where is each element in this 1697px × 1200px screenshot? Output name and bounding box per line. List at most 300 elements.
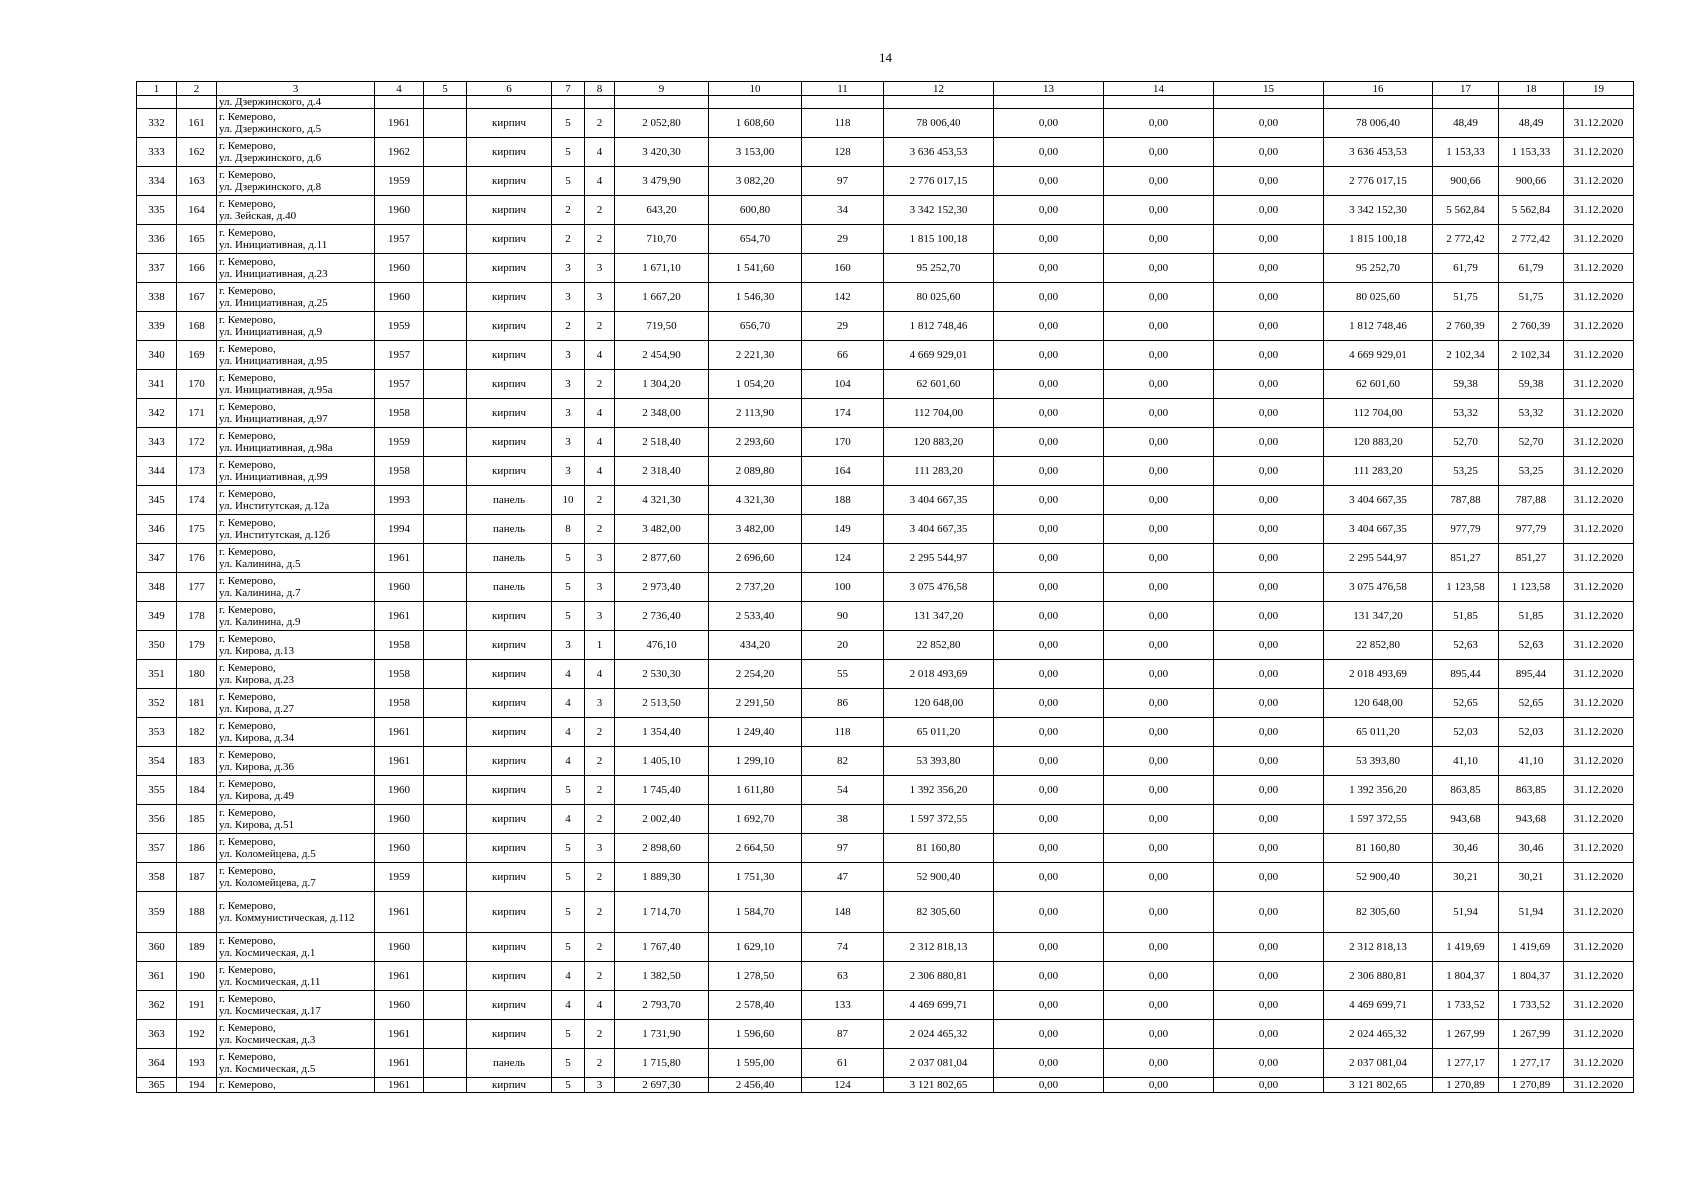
address-cell — [217, 457, 375, 486]
cost-col-14-cell: 0,00 — [1104, 283, 1214, 312]
entrances-cell: 2 — [585, 1020, 615, 1049]
row-number: 351 — [137, 660, 177, 689]
row-number: 353 — [137, 718, 177, 747]
living-area-cell: 2 291,50 — [709, 689, 802, 718]
deadline-date-cell: 31.12.2020 — [1564, 573, 1634, 602]
table-row — [137, 428, 1634, 457]
wall-material-cell: кирпич — [467, 341, 552, 370]
empty-cell — [375, 96, 424, 109]
col-header: 16 — [1324, 82, 1433, 96]
address-city: г. Кемерово, — [219, 993, 276, 1005]
floors-cell: 5 — [552, 892, 585, 933]
total-cost-cell: 3 342 152,30 — [884, 196, 994, 225]
year-cell: 1957 — [375, 225, 424, 254]
address-city: г. Кемерово, — [219, 1051, 276, 1063]
total-cost-cell: 3 121 802,65 — [884, 1078, 994, 1093]
item-number: 178 — [177, 602, 217, 631]
empty-cell — [884, 96, 994, 109]
table-row — [137, 834, 1634, 863]
total-cost-cell: 22 852,80 — [884, 631, 994, 660]
item-number: 189 — [177, 933, 217, 962]
residents-cell: 29 — [802, 225, 884, 254]
table-row — [137, 747, 1634, 776]
table-row — [137, 283, 1634, 312]
residents-cell: 124 — [802, 544, 884, 573]
column-5-cell — [424, 962, 467, 991]
unit-cost-18-cell: 1 153,33 — [1499, 138, 1564, 167]
cost-col-15-cell: 0,00 — [1214, 312, 1324, 341]
cost-col-16-cell: 22 852,80 — [1324, 631, 1433, 660]
cost-col-14-cell: 0,00 — [1104, 370, 1214, 399]
total-cost-cell: 120 883,20 — [884, 428, 994, 457]
col-header: 3 — [217, 82, 375, 96]
entrances-cell: 3 — [585, 834, 615, 863]
entrances-cell: 2 — [585, 225, 615, 254]
unit-cost-18-cell: 51,85 — [1499, 602, 1564, 631]
year-cell: 1961 — [375, 747, 424, 776]
table-row — [137, 341, 1634, 370]
row-number: 363 — [137, 1020, 177, 1049]
unit-cost-17-cell: 59,38 — [1433, 370, 1499, 399]
total-cost-cell: 95 252,70 — [884, 254, 994, 283]
cost-col-16-cell: 3 404 667,35 — [1324, 486, 1433, 515]
address-city: г. Кемерово, — [219, 256, 276, 268]
unit-cost-17-cell: 48,49 — [1433, 109, 1499, 138]
floors-cell: 5 — [552, 109, 585, 138]
living-area-cell: 654,70 — [709, 225, 802, 254]
unit-cost-18-cell: 53,32 — [1499, 399, 1564, 428]
residents-cell: 160 — [802, 254, 884, 283]
deadline-date-cell: 31.12.2020 — [1564, 283, 1634, 312]
unit-cost-17-cell: 51,75 — [1433, 283, 1499, 312]
total-area-cell: 1 667,20 — [615, 283, 709, 312]
living-area-cell: 1 692,70 — [709, 805, 802, 834]
unit-cost-18-cell: 2 760,39 — [1499, 312, 1564, 341]
year-cell: 1960 — [375, 776, 424, 805]
living-area-cell: 2 578,40 — [709, 991, 802, 1020]
residents-cell: 133 — [802, 991, 884, 1020]
address-street: ул. Институтская, д.12б — [219, 529, 330, 541]
address-cell — [217, 962, 375, 991]
floors-cell: 3 — [552, 399, 585, 428]
row-number: 341 — [137, 370, 177, 399]
column-5-cell — [424, 660, 467, 689]
residents-cell: 149 — [802, 515, 884, 544]
col-header: 15 — [1214, 82, 1324, 96]
table-row — [137, 776, 1634, 805]
total-cost-cell: 1 392 356,20 — [884, 776, 994, 805]
wall-material-cell: кирпич — [467, 457, 552, 486]
entrances-cell: 2 — [585, 196, 615, 225]
item-number: 166 — [177, 254, 217, 283]
page-number: 14 — [879, 50, 892, 65]
total-cost-cell: 53 393,80 — [884, 747, 994, 776]
living-area-cell: 2 089,80 — [709, 457, 802, 486]
address-street: ул. Кирова, д.49 — [219, 790, 295, 802]
deadline-date-cell: 31.12.2020 — [1564, 1049, 1634, 1078]
cost-col-13-cell: 0,00 — [994, 573, 1104, 602]
total-area-cell: 476,10 — [615, 631, 709, 660]
wall-material-cell: кирпич — [467, 933, 552, 962]
cost-col-16-cell: 2 295 544,97 — [1324, 544, 1433, 573]
cost-col-14-cell: 0,00 — [1104, 515, 1214, 544]
column-5-cell — [424, 602, 467, 631]
cost-col-16-cell: 2 018 493,69 — [1324, 660, 1433, 689]
address-cell — [217, 515, 375, 544]
entrances-cell: 2 — [585, 933, 615, 962]
row-number: 345 — [137, 486, 177, 515]
floors-cell: 5 — [552, 602, 585, 631]
cost-col-16-cell: 1 815 100,18 — [1324, 225, 1433, 254]
year-cell: 1961 — [375, 1078, 424, 1093]
item-number: 174 — [177, 486, 217, 515]
deadline-date-cell: 31.12.2020 — [1564, 602, 1634, 631]
total-cost-cell: 81 160,80 — [884, 834, 994, 863]
total-area-cell: 2 518,40 — [615, 428, 709, 457]
entrances-cell: 4 — [585, 660, 615, 689]
living-area-cell: 1 249,40 — [709, 718, 802, 747]
address-cell — [217, 689, 375, 718]
address-cell — [217, 631, 375, 660]
total-area-cell: 2 513,50 — [615, 689, 709, 718]
wall-material-cell: кирпич — [467, 991, 552, 1020]
wall-material-cell: кирпич — [467, 689, 552, 718]
unit-cost-17-cell: 977,79 — [1433, 515, 1499, 544]
cost-col-16-cell: 3 342 152,30 — [1324, 196, 1433, 225]
cost-col-16-cell: 62 601,60 — [1324, 370, 1433, 399]
total-cost-cell: 1 815 100,18 — [884, 225, 994, 254]
deadline-date-cell: 31.12.2020 — [1564, 1020, 1634, 1049]
residents-cell: 104 — [802, 370, 884, 399]
item-number: 183 — [177, 747, 217, 776]
year-cell: 1961 — [375, 1049, 424, 1078]
cost-col-16-cell: 1 812 748,46 — [1324, 312, 1433, 341]
year-cell: 1960 — [375, 573, 424, 602]
address-cell — [217, 283, 375, 312]
residents-cell: 20 — [802, 631, 884, 660]
col-header: 7 — [552, 82, 585, 96]
row-number: 358 — [137, 863, 177, 892]
column-5-cell — [424, 283, 467, 312]
deadline-date-cell: 31.12.2020 — [1564, 167, 1634, 196]
entrances-cell: 2 — [585, 962, 615, 991]
item-number: 165 — [177, 225, 217, 254]
column-5-cell — [424, 805, 467, 834]
column-5-cell — [424, 747, 467, 776]
cost-col-13-cell: 0,00 — [994, 660, 1104, 689]
total-cost-cell: 62 601,60 — [884, 370, 994, 399]
living-area-cell: 2 293,60 — [709, 428, 802, 457]
column-5-cell — [424, 341, 467, 370]
column-5-cell — [424, 544, 467, 573]
col-header: 10 — [709, 82, 802, 96]
empty-cell — [615, 96, 709, 109]
address-city: г. Кемерово, — [219, 575, 276, 587]
floors-cell: 2 — [552, 196, 585, 225]
unit-cost-17-cell: 895,44 — [1433, 660, 1499, 689]
col-header: 19 — [1564, 82, 1634, 96]
address-street: ул. Инициативная, д.95а — [219, 384, 333, 396]
address-city: г. Кемерово, — [219, 935, 276, 947]
cost-col-16-cell: 52 900,40 — [1324, 863, 1433, 892]
item-number: 182 — [177, 718, 217, 747]
year-cell: 1958 — [375, 457, 424, 486]
address-city: г. Кемерово, — [219, 372, 276, 384]
address-city: г. Кемерово, — [219, 865, 276, 877]
floors-cell: 4 — [552, 689, 585, 718]
total-area-cell: 3 420,30 — [615, 138, 709, 167]
cost-col-15-cell: 0,00 — [1214, 631, 1324, 660]
row-number: 335 — [137, 196, 177, 225]
cost-col-14-cell: 0,00 — [1104, 892, 1214, 933]
address-city: г. Кемерово, — [219, 1079, 276, 1091]
entrances-cell: 3 — [585, 1078, 615, 1093]
empty-cell — [467, 96, 552, 109]
row-number: 365 — [137, 1078, 177, 1093]
total-cost-cell: 3 404 667,35 — [884, 515, 994, 544]
wall-material-cell: кирпич — [467, 428, 552, 457]
cost-col-15-cell: 0,00 — [1214, 1020, 1324, 1049]
unit-cost-18-cell: 787,88 — [1499, 486, 1564, 515]
column-5-cell — [424, 776, 467, 805]
column-5-cell — [424, 689, 467, 718]
wall-material-cell: панель — [467, 515, 552, 544]
year-cell: 1958 — [375, 689, 424, 718]
row-number: 349 — [137, 602, 177, 631]
total-area-cell: 2 002,40 — [615, 805, 709, 834]
address-street: ул. Калинина, д.5 — [219, 558, 301, 570]
address-street: ул. Космическая, д.11 — [219, 976, 321, 988]
year-cell: 1961 — [375, 109, 424, 138]
residents-cell: 128 — [802, 138, 884, 167]
cost-col-13-cell: 0,00 — [994, 399, 1104, 428]
deadline-date-cell: 31.12.2020 — [1564, 962, 1634, 991]
floors-cell: 3 — [552, 341, 585, 370]
cost-col-16-cell: 2 312 818,13 — [1324, 933, 1433, 962]
deadline-date-cell: 31.12.2020 — [1564, 660, 1634, 689]
cost-col-14-cell: 0,00 — [1104, 138, 1214, 167]
cost-col-15-cell: 0,00 — [1214, 991, 1324, 1020]
total-area-cell: 643,20 — [615, 196, 709, 225]
wall-material-cell: кирпич — [467, 225, 552, 254]
floors-cell: 4 — [552, 660, 585, 689]
column-5-cell — [424, 1049, 467, 1078]
cost-col-16-cell: 3 404 667,35 — [1324, 515, 1433, 544]
cost-col-16-cell: 4 469 699,71 — [1324, 991, 1433, 1020]
total-area-cell: 1 767,40 — [615, 933, 709, 962]
living-area-cell: 2 221,30 — [709, 341, 802, 370]
address-cell — [217, 167, 375, 196]
deadline-date-cell: 31.12.2020 — [1564, 196, 1634, 225]
unit-cost-18-cell: 1 277,17 — [1499, 1049, 1564, 1078]
wall-material-cell: кирпич — [467, 312, 552, 341]
column-5-cell — [424, 225, 467, 254]
column-5-cell — [424, 631, 467, 660]
table-row — [137, 991, 1634, 1020]
cost-col-15-cell: 0,00 — [1214, 399, 1324, 428]
entrances-cell: 2 — [585, 370, 615, 399]
floors-cell: 3 — [552, 457, 585, 486]
deadline-date-cell: 31.12.2020 — [1564, 312, 1634, 341]
address-cell — [217, 544, 375, 573]
cost-col-16-cell: 1 597 372,55 — [1324, 805, 1433, 834]
deadline-date-cell: 31.12.2020 — [1564, 776, 1634, 805]
cost-col-13-cell: 0,00 — [994, 138, 1104, 167]
cost-col-15-cell: 0,00 — [1214, 933, 1324, 962]
deadline-date-cell: 31.12.2020 — [1564, 863, 1634, 892]
row-number: 333 — [137, 138, 177, 167]
total-cost-cell: 1 597 372,55 — [884, 805, 994, 834]
column-5-cell — [424, 991, 467, 1020]
total-cost-cell: 2 037 081,04 — [884, 1049, 994, 1078]
cost-col-15-cell: 0,00 — [1214, 254, 1324, 283]
residents-cell: 74 — [802, 933, 884, 962]
address-street: ул. Кирова, д.34 — [219, 732, 295, 744]
cost-col-16-cell: 4 669 929,01 — [1324, 341, 1433, 370]
floors-cell: 5 — [552, 1078, 585, 1093]
address-street: ул. Инициативная, д.97 — [219, 413, 328, 425]
cost-col-16-cell: 2 024 465,32 — [1324, 1020, 1433, 1049]
col-header: 11 — [802, 82, 884, 96]
unit-cost-18-cell: 1 123,58 — [1499, 573, 1564, 602]
address-cell — [217, 254, 375, 283]
column-5-cell — [424, 892, 467, 933]
residents-cell: 61 — [802, 1049, 884, 1078]
year-cell: 1960 — [375, 283, 424, 312]
entrances-cell: 2 — [585, 863, 615, 892]
column-5-cell — [424, 834, 467, 863]
total-cost-cell: 2 024 465,32 — [884, 1020, 994, 1049]
column-5-cell — [424, 428, 467, 457]
cost-col-13-cell: 0,00 — [994, 892, 1104, 933]
floors-cell: 10 — [552, 486, 585, 515]
address-street: ул. Инициативная, д.95 — [219, 355, 328, 367]
cost-col-13-cell: 0,00 — [994, 1049, 1104, 1078]
cost-col-15-cell: 0,00 — [1214, 341, 1324, 370]
year-cell: 1960 — [375, 933, 424, 962]
total-area-cell: 1 889,30 — [615, 863, 709, 892]
column-5-cell — [424, 109, 467, 138]
unit-cost-17-cell: 900,66 — [1433, 167, 1499, 196]
cost-col-14-cell: 0,00 — [1104, 341, 1214, 370]
unit-cost-17-cell: 1 153,33 — [1433, 138, 1499, 167]
entrances-cell: 4 — [585, 341, 615, 370]
address-city: г. Кемерово, — [219, 198, 276, 210]
cost-col-13-cell: 0,00 — [994, 718, 1104, 747]
year-cell: 1959 — [375, 312, 424, 341]
total-cost-cell: 112 704,00 — [884, 399, 994, 428]
cost-col-14-cell: 0,00 — [1104, 962, 1214, 991]
cost-col-15-cell: 0,00 — [1214, 225, 1324, 254]
address-city: г. Кемерово, — [219, 778, 276, 790]
year-cell: 1960 — [375, 991, 424, 1020]
total-cost-cell: 80 025,60 — [884, 283, 994, 312]
unit-cost-18-cell: 1 419,69 — [1499, 933, 1564, 962]
cost-col-14-cell: 0,00 — [1104, 834, 1214, 863]
entrances-cell: 4 — [585, 399, 615, 428]
cost-col-13-cell: 0,00 — [994, 602, 1104, 631]
address-city: г. Кемерово, — [219, 111, 276, 123]
unit-cost-17-cell: 2 760,39 — [1433, 312, 1499, 341]
table-row — [137, 863, 1634, 892]
unit-cost-18-cell: 52,65 — [1499, 689, 1564, 718]
unit-cost-18-cell: 41,10 — [1499, 747, 1564, 776]
total-area-cell: 2 697,30 — [615, 1078, 709, 1093]
unit-cost-17-cell: 52,70 — [1433, 428, 1499, 457]
unit-cost-17-cell: 1 270,89 — [1433, 1078, 1499, 1093]
cost-col-14-cell: 0,00 — [1104, 109, 1214, 138]
empty-cell — [585, 96, 615, 109]
address-cell — [217, 138, 375, 167]
address-city: г. Кемерово, — [219, 546, 276, 558]
row-number: 357 — [137, 834, 177, 863]
cost-col-16-cell: 2 776 017,15 — [1324, 167, 1433, 196]
address-cell — [217, 370, 375, 399]
total-area-cell: 2 793,70 — [615, 991, 709, 1020]
total-area-cell: 1 354,40 — [615, 718, 709, 747]
total-area-cell: 2 348,00 — [615, 399, 709, 428]
living-area-cell: 3 482,00 — [709, 515, 802, 544]
cost-col-13-cell: 0,00 — [994, 225, 1104, 254]
total-area-cell: 3 482,00 — [615, 515, 709, 544]
living-area-cell: 1 629,10 — [709, 933, 802, 962]
living-area-cell: 1 611,80 — [709, 776, 802, 805]
address-cell — [217, 602, 375, 631]
deadline-date-cell: 31.12.2020 — [1564, 225, 1634, 254]
wall-material-cell: панель — [467, 544, 552, 573]
cost-col-14-cell: 0,00 — [1104, 805, 1214, 834]
col-header: 2 — [177, 82, 217, 96]
entrances-cell: 3 — [585, 602, 615, 631]
row-number: 364 — [137, 1049, 177, 1078]
entrances-cell: 3 — [585, 573, 615, 602]
total-area-cell: 1 671,10 — [615, 254, 709, 283]
cost-col-13-cell: 0,00 — [994, 544, 1104, 573]
unit-cost-18-cell: 30,21 — [1499, 863, 1564, 892]
item-number: 172 — [177, 428, 217, 457]
unit-cost-18-cell: 851,27 — [1499, 544, 1564, 573]
unit-cost-17-cell: 41,10 — [1433, 747, 1499, 776]
entrances-cell: 4 — [585, 167, 615, 196]
total-cost-cell: 82 305,60 — [884, 892, 994, 933]
wall-material-cell: кирпич — [467, 196, 552, 225]
total-area-cell: 2 877,60 — [615, 544, 709, 573]
cost-col-16-cell: 3 636 453,53 — [1324, 138, 1433, 167]
total-cost-cell: 4 669 929,01 — [884, 341, 994, 370]
empty-cell — [1104, 96, 1214, 109]
col-header: 9 — [615, 82, 709, 96]
deadline-date-cell: 31.12.2020 — [1564, 933, 1634, 962]
year-cell: 1961 — [375, 892, 424, 933]
entrances-cell: 2 — [585, 747, 615, 776]
address-city: г. Кемерово, — [219, 604, 276, 616]
address-street: ул. Коломейцева, д.7 — [219, 877, 316, 889]
total-area-cell: 1 715,80 — [615, 1049, 709, 1078]
unit-cost-17-cell: 52,03 — [1433, 718, 1499, 747]
residents-cell: 90 — [802, 602, 884, 631]
floors-cell: 5 — [552, 544, 585, 573]
residents-cell: 188 — [802, 486, 884, 515]
floors-cell: 3 — [552, 428, 585, 457]
wall-material-cell: кирпич — [467, 138, 552, 167]
cost-col-14-cell: 0,00 — [1104, 933, 1214, 962]
cost-col-16-cell: 111 283,20 — [1324, 457, 1433, 486]
unit-cost-17-cell: 53,32 — [1433, 399, 1499, 428]
empty-cell — [1324, 96, 1433, 109]
address-street: ул. Кирова, д.51 — [219, 819, 295, 831]
row-number: 354 — [137, 747, 177, 776]
entrances-cell: 4 — [585, 457, 615, 486]
